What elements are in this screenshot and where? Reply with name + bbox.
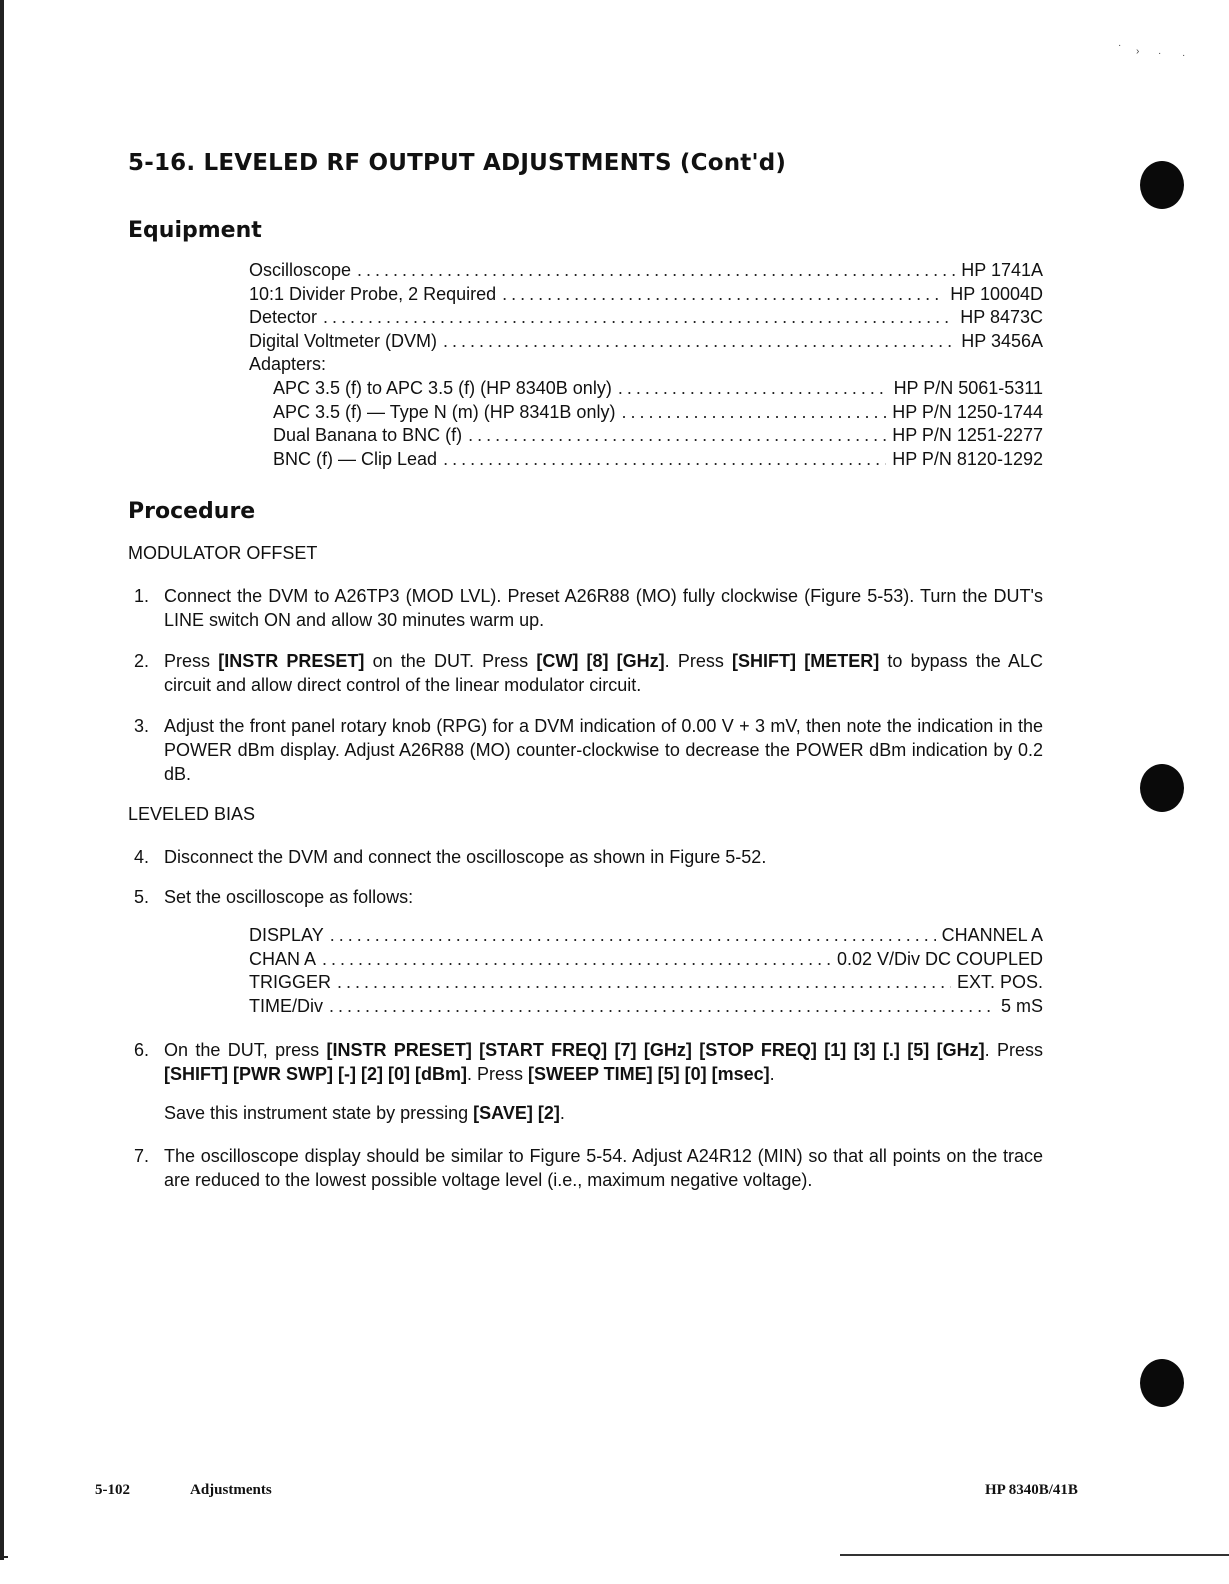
binder-hole-icon — [1140, 764, 1184, 812]
key-sequence: [SAVE] [2] — [473, 1103, 560, 1123]
modulator-offset-label: MODULATOR OFFSET — [128, 543, 318, 563]
dot-leader — [443, 331, 955, 352]
step-6-note — [164, 1103, 565, 1124]
adapter-name: APC 3.5 (f) — Type N (m) (HP 8341B only) — [273, 401, 616, 422]
setting-name: DISPLAY — [249, 925, 324, 945]
setting-value: 0.02 V/Div DC COUPLED — [836, 948, 1043, 969]
step-text-part: Press — [164, 651, 219, 671]
dot-leader — [468, 425, 886, 446]
dot-leader — [621, 402, 886, 423]
scan-speck: › — [1136, 46, 1140, 57]
equipment-item — [249, 284, 1043, 308]
procedure-step — [134, 714, 1043, 786]
setting-row — [249, 925, 1043, 949]
adapter-name: BNC (f) — Clip Lead — [273, 448, 438, 469]
equipment-name: Detector — [249, 307, 318, 328]
page-bottom-edge — [0, 1556, 8, 1558]
key-sequence: [SHIFT] [PWR SWP] [-] [2] [0] [dBm] — [164, 1064, 467, 1084]
adapter-part: HP P/N 1251-2277 — [892, 425, 1043, 446]
chapter-name: Adjustments — [190, 1482, 272, 1498]
dot-leader — [443, 449, 886, 470]
setting-name: CHAN A — [249, 948, 317, 969]
dot-leader — [330, 925, 936, 946]
step-text-part: . Press — [466, 1064, 528, 1084]
step-text — [164, 1038, 1043, 1086]
procedure-step — [134, 885, 1043, 909]
setting-name: TRIGGER — [249, 972, 332, 993]
dot-leader — [323, 307, 954, 328]
step-number: 2. — [134, 651, 150, 671]
adapter-part: HP P/N 1250-1744 — [892, 401, 1043, 422]
step-text-part: . Press — [984, 1040, 1043, 1060]
note-text-part: Save this instrument state by pressing — [164, 1103, 474, 1123]
step-number: 1. — [134, 586, 150, 606]
key-sequence: [SWEEP TIME] [5] [0] [msec] — [527, 1064, 770, 1084]
procedure-step — [134, 1144, 1043, 1192]
setting-name: TIME/Div — [249, 995, 323, 1016]
step-text: The oscilloscope display should be similar to Figure 5-54. Adjust A24R12 (MIN) so that all points on the trace are reduced to the lowest possible voltage level (i.e., maximum negative voltage). — [164, 1146, 1043, 1190]
note-text-part: . — [559, 1103, 565, 1123]
dot-leader — [618, 378, 888, 399]
scan-speck: · — [1118, 40, 1122, 51]
equipment-heading: Equipment — [128, 218, 262, 243]
setting-value: 5 mS — [1000, 995, 1043, 1016]
step-text — [164, 649, 1043, 697]
adapter-name: APC 3.5 (f) to APC 3.5 (f) (HP 8340B only) — [273, 377, 612, 398]
adapter-part: HP P/N 8120-1292 — [892, 448, 1043, 469]
step-number: 6. — [134, 1040, 150, 1060]
adapter-part: HP P/N 5061-5311 — [893, 377, 1043, 398]
setting-row — [249, 972, 1043, 996]
binder-hole-icon — [1140, 161, 1184, 209]
equipment-part: HP 3456A — [961, 330, 1043, 351]
page-number: 5-102 — [95, 1482, 130, 1498]
key-sequence: [INSTR PRESET] — [218, 651, 365, 671]
step-text: Disconnect the DVM and connect the oscilloscope as shown in Figure 5-52. — [164, 847, 767, 867]
step-text: Adjust the front panel rotary knob (RPG) for a DVM indication of 0.00 V + 3 mV, then note the indication in the POWER dBm display. Adjust A26R88 (MO) counter-clockwise to decrease the POWER dBm indication by 0.2 dB. — [164, 716, 1043, 784]
step-number: 4. — [134, 847, 150, 867]
procedure-heading: Procedure — [128, 499, 256, 524]
equipment-item — [249, 260, 1043, 284]
dot-leader — [357, 260, 955, 281]
step-text: Connect the DVM to A26TP3 (MOD LVL). Preset A26R88 (MO) fully clockwise (Figure 5-53). Turn the DUT's LINE switch ON and allow 30 minutes warm up. — [164, 586, 1043, 630]
dot-leader — [329, 996, 995, 1017]
setting-value: CHANNEL A — [941, 925, 1043, 945]
step-text-part: to bypass the ALC circuit and allow direct control of the linear modulator circuit. — [164, 651, 1044, 695]
step-number: 3. — [134, 716, 150, 736]
key-sequence: [INSTR PRESET] [START FREQ] [7] [GHz] [STOP FREQ] [1] [3] [.] [5] [GHz] — [326, 1040, 985, 1060]
equipment-name: Digital Voltmeter (DVM) — [249, 330, 438, 351]
dot-leader — [502, 284, 944, 305]
setting-row — [249, 996, 1043, 1020]
key-sequence: [CW] [8] [GHz] — [536, 651, 665, 671]
procedure-step — [134, 1038, 1043, 1086]
dot-leader — [322, 949, 831, 970]
scan-speck: · — [1158, 48, 1162, 59]
section-title: 5-16. LEVELED RF OUTPUT ADJUSTMENTS (Cont'd) — [128, 150, 787, 176]
equipment-part: HP 10004D — [950, 283, 1043, 304]
equipment-part: HP 8473C — [960, 307, 1043, 328]
equipment-list — [249, 260, 1043, 472]
adapters-label: Adapters: — [249, 354, 327, 375]
equipment-name: Oscilloscope — [249, 260, 352, 280]
adapter-item — [249, 402, 1043, 426]
scan-speck: · — [1182, 50, 1186, 61]
procedure-step — [134, 649, 1043, 697]
step-text-part: . — [769, 1064, 775, 1084]
model-number: HP 8340B/41B — [985, 1482, 1078, 1498]
procedure-step — [134, 584, 1043, 632]
binder-hole-icon — [1140, 1359, 1184, 1407]
equipment-item — [249, 331, 1043, 355]
equipment-name: 10:1 Divider Probe, 2 Required — [249, 283, 497, 304]
step-text: Set the oscilloscope as follows: — [164, 887, 414, 907]
adapter-name: Dual Banana to BNC (f) — [273, 425, 463, 446]
setting-row — [249, 949, 1043, 973]
oscilloscope-settings — [249, 925, 1043, 1019]
procedure-step — [134, 845, 1043, 869]
adapters-label-row — [249, 354, 1043, 378]
step-number: 7. — [134, 1146, 150, 1166]
leveled-bias-label: LEVELED BIAS — [128, 804, 256, 824]
adapter-item — [249, 425, 1043, 449]
step-text-part: . Press — [664, 651, 733, 671]
equipment-item — [249, 307, 1043, 331]
step-number: 5. — [134, 887, 150, 907]
step-text-part: On the DUT, press — [164, 1040, 327, 1060]
key-sequence: [SHIFT] [METER] — [732, 651, 880, 671]
setting-value: EXT. POS. — [956, 972, 1043, 993]
adapter-item — [249, 449, 1043, 473]
adapter-item — [249, 378, 1043, 402]
page-bottom-rule — [840, 1554, 1229, 1556]
step-text-part: on the DUT. Press — [364, 651, 537, 671]
dot-leader — [337, 972, 951, 993]
equipment-part: HP 1741A — [961, 260, 1043, 280]
page-left-edge — [0, 0, 4, 1560]
